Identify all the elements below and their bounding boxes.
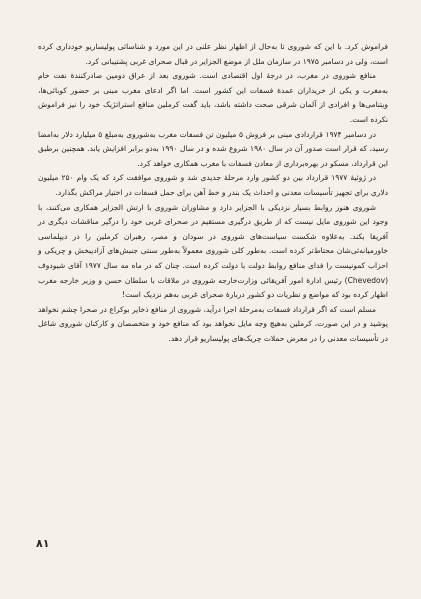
page-number: ۸۱ <box>36 537 50 550</box>
body-text <box>38 40 388 346</box>
paragraph: در دسامبر ۱۹۷۴ قراردادی مبنی بر فروش ۵ میلیون تن فسفات مغرب به‌شوروی به‌مبلغ ۵ میلیارد دلار به‌امضا رسید، که قرار است صدور آن در سال ۱۹۸۰ شروع شده و در سال ۱۹۹۰ به‌دو برابر افزایش یابد. همچنین برطبق این قرارداد، مسکو در بهره‌برداری از معادن فسفات با مغرب همکاری خواهد کرد. <box>38 129 388 168</box>
paragraph: منافع شوروی در مغرب، در درجهٔ اول اقتصادی است. شوروی بعد از عراق دومین صادرکنندهٔ نفت خام به‌مغرب و یکی از خریداران عمدهٔ فسفات این کشور است. اما اگر ادعای مغرب مبنی بر حضور کوبائی‌ها، ویتنامی‌ها و افرادی از آلمان شرقی صحت داشته باشد، باید گفت کرملین منافع استراتژیک خود را نیز فراموش نکرده است. <box>38 71 388 124</box>
paragraph: شوروی هنوز روابط بسیار نزدیکی با الجزایر دارد و مشاوران شوروی با ارتش الجزایر همکاری می‌کنند، با وجود این شوروی مایل نیست که از طریق درگیری مستقیم در صحرای غربی خود را درگیر مناقشات دیگری در آفریقا بکند. به‌علاوه شکست سیاست‌های شوروی در سودان و مصر، رهبران کرملین را در دیپلماسی خاورمیانه‌ئی‌شان محتاط‌تر کرده است. به‌طور کلی شوروی معمولاً به‌طور سنتی جنبش‌های آزادیبخش و چریکی و احزاب کمونیست را فدای منافع روابط دولت با دولت کرده است. چنان که در ماه مه سال ۱۹۷۷ آقای شیودوف (Chevedov) رئیس ادارهٔ امور آفریقائی وزارت‌خارجه شوروی در ملاقات با سلطان حسن و وزیر خارجه مغرب اظهار کرده بود که مواضع و نظریات دو کشور دربارهٔ صحرای غربی به‌هم نزدیک است! <box>38 202 388 300</box>
paragraph: در ژوئیهٔ ۱۹۷۷ قرارداد بین دو کشور وارد مرحلهٔ جدیدی شد و شوروی موافقت کرد که یک وام ۲۵۰ میلیون دلاری برای تجهیز تأسیسات معدنی و احداث یک بندر و خط آهن برای حمل فسفات در اختیار مراکش بگذارد. <box>38 173 388 197</box>
paragraph: فراموش کرد. با این که شوروی تا به‌حال از اظهار نظر علنی در این مورد و شناسائی پولیساریو خودداری کرده است، ولی در دسامبر ۱۹۷۵ در سازمان ملل از موضع الجزایر در قبال صحرای غربی پشتیبانی کرد. <box>38 42 388 66</box>
paragraph: مسلم است که اگر قرارداد فسفات به‌مرحلهٔ اجرا درآید، شوروی از منافع ذخایر بوکراع در صحرا چشم نخواهد پوشید و در این صورت، کرملین به‌هیچ وجه مایل نخواهد بود که منافع خود و متخصصان و کارکنان شوروی شاغل در تأسیسات معدنی را در معرض حملات چریک‌های پولیساریو قرار دهد. <box>38 304 388 343</box>
